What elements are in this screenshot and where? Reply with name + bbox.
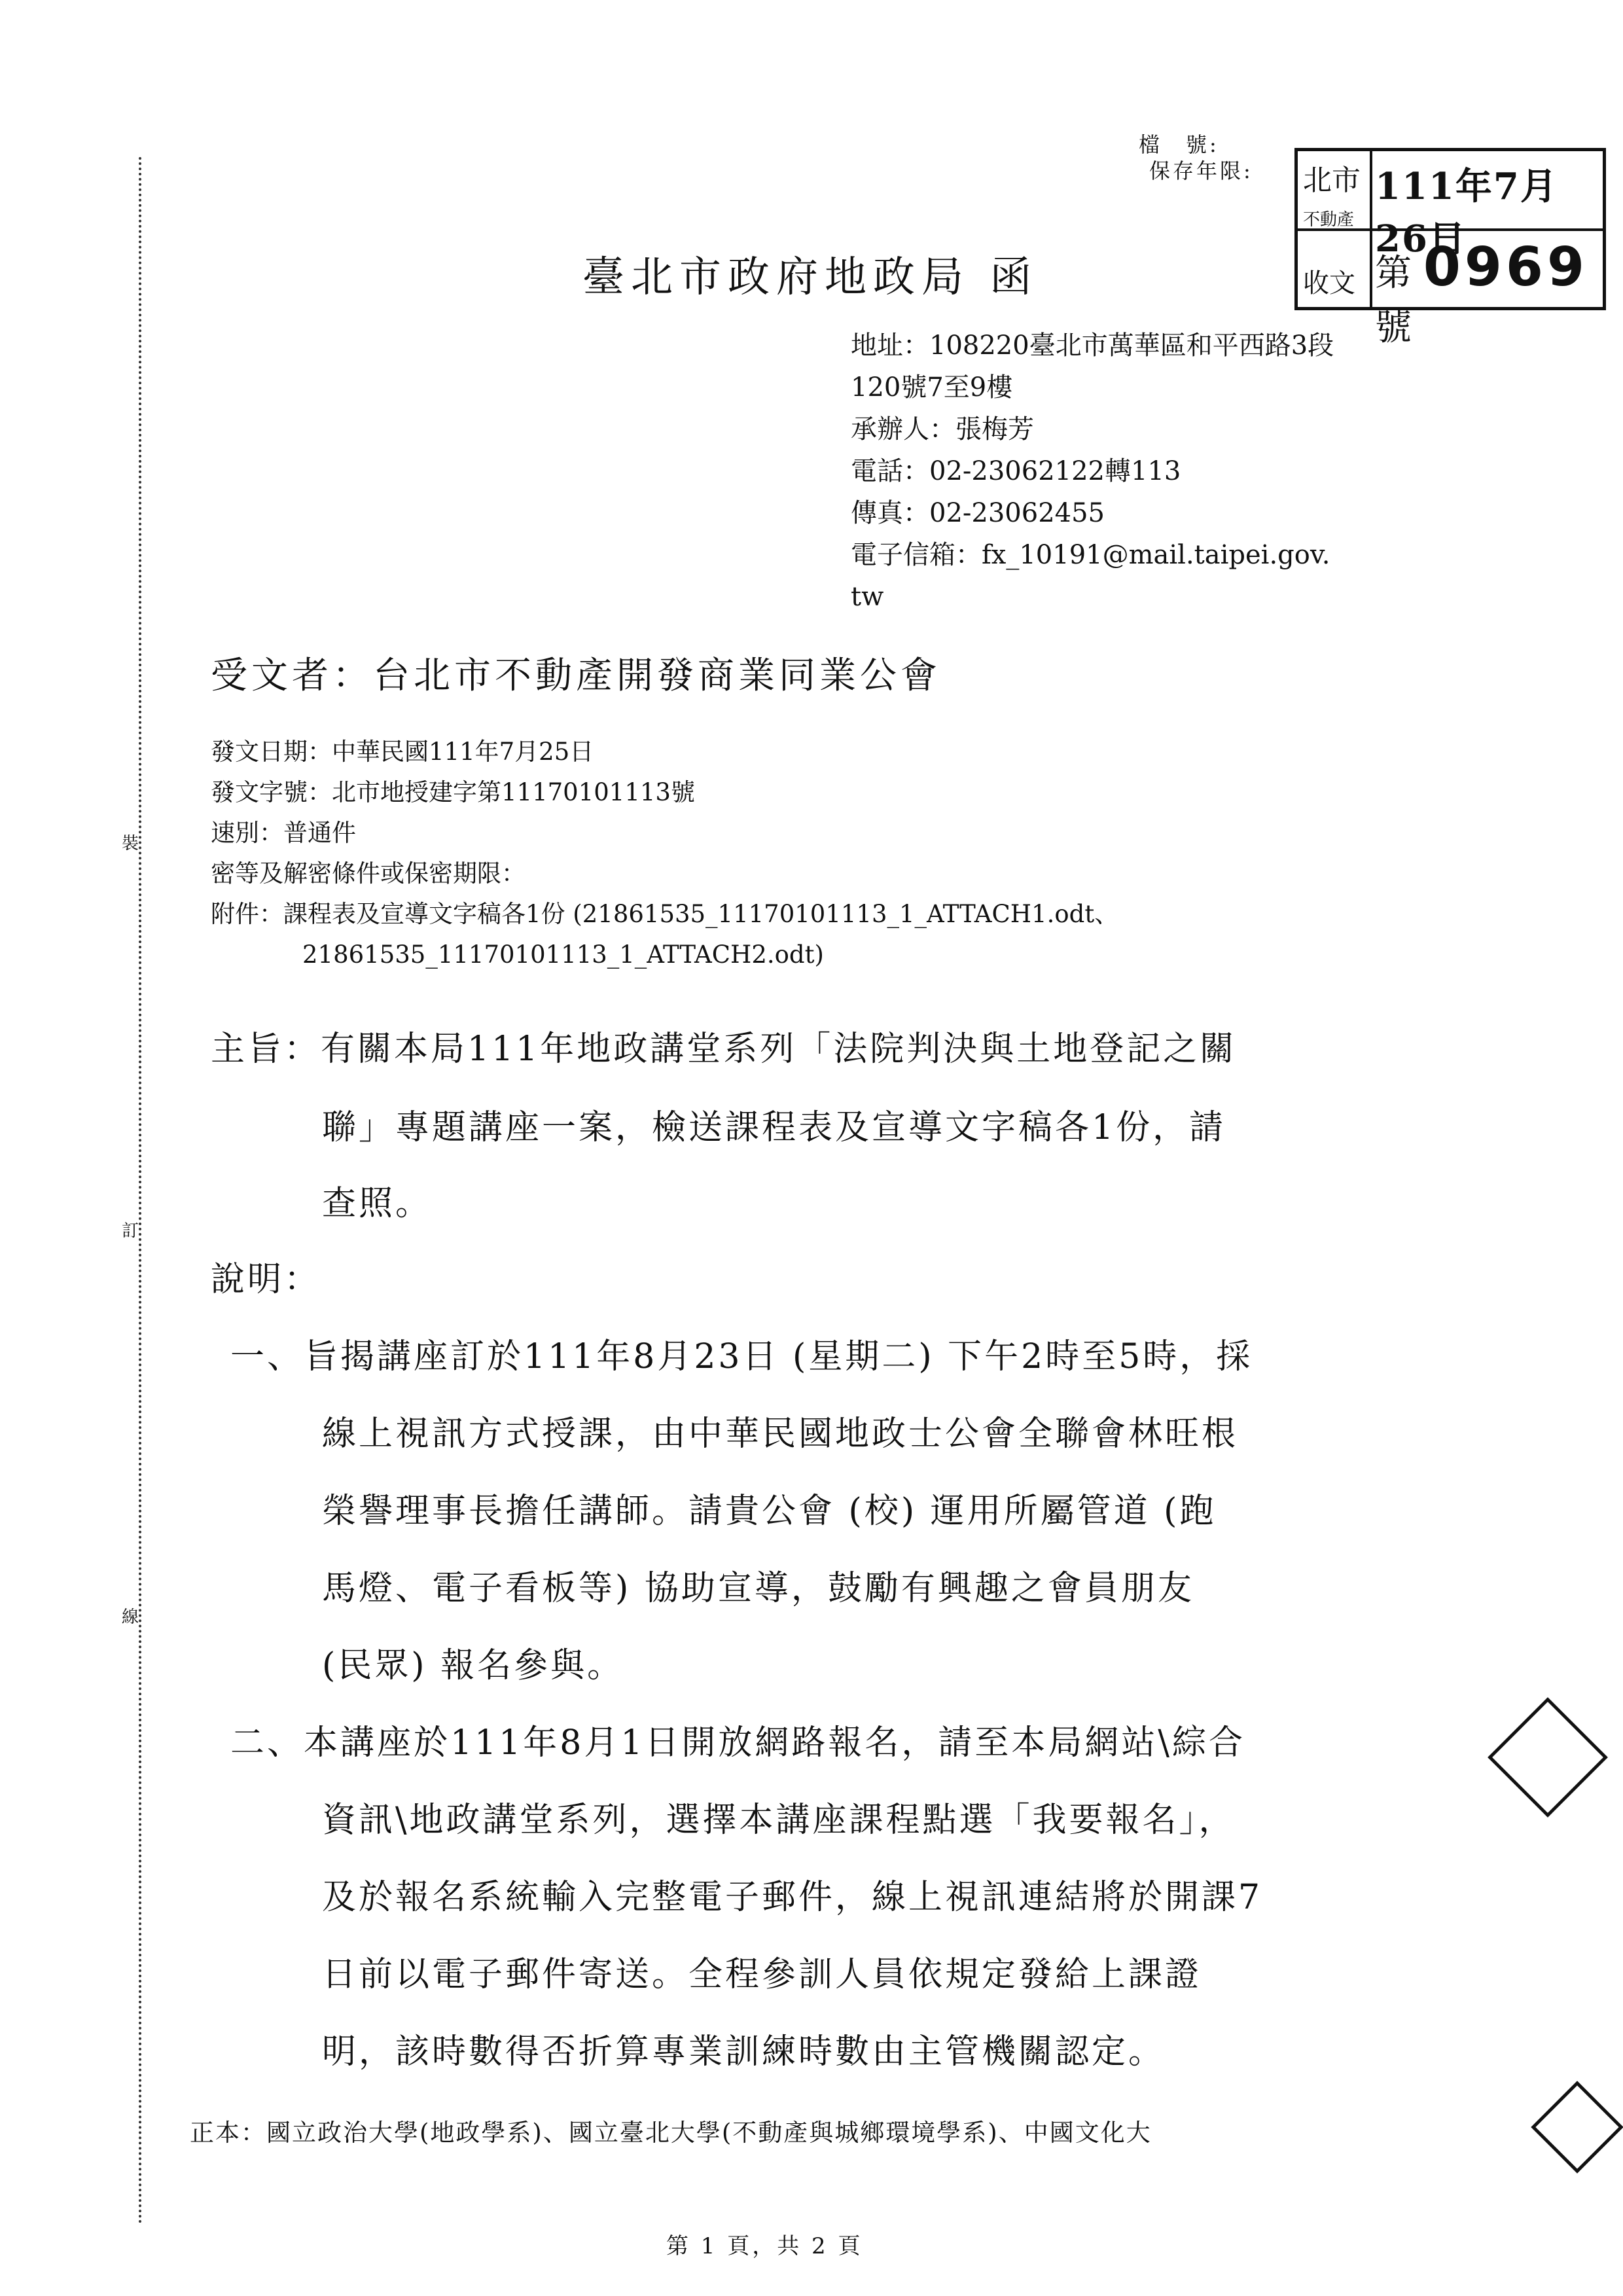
meta-block	[211, 732, 1118, 975]
explanation-item1-line5: (民眾) 報名參與。	[322, 1646, 624, 1685]
stamp-org-line2: 不動產	[1303, 210, 1355, 230]
stamp-org-line3: 收文	[1303, 268, 1355, 298]
binding-mark-line: 線	[122, 1607, 139, 1627]
address-line2: 120號7至9樓	[851, 372, 1013, 403]
fax: 傳真：02-23062455	[851, 498, 1105, 528]
retention-label: 保存年限:	[1149, 158, 1253, 183]
secrecy: 密等及解密條件或保密期限：	[211, 859, 526, 888]
binding-dotted-line	[139, 157, 141, 2225]
stamp-number: 0969	[1423, 236, 1589, 298]
page-number: 第 1 頁，共 2 頁	[666, 2233, 863, 2259]
stamp-number-suffix: 號	[1375, 306, 1412, 349]
binding-mark-staple: 訂	[122, 1221, 139, 1241]
explanation-item2-line5: 明，該時數得否折算專業訓練時數由主管機關認定。	[322, 2032, 1166, 2072]
binding-mark-bind: 裝	[122, 834, 139, 853]
cc-recipients: 正本：國立政治大學(地政學系)、國立臺北大學(不動產與城鄉環境學系)、中國文化大	[190, 2119, 1152, 2147]
explanation-item1-line2: 線上視訊方式授課，由中華民國地政士公會全聯會林旺根	[322, 1414, 1239, 1454]
email-line1: 電子信箱：fx_10191@mail.taipei.gov.	[851, 540, 1330, 570]
doc-number: 發文字號：北市地授建字第11170101113號	[211, 778, 695, 806]
receipt-stamp	[1294, 148, 1606, 349]
document-title: 臺北市政府地政局 函	[582, 253, 1039, 302]
explanation-item1-line4: 馬燈、電子看板等) 協助宣導，鼓勵有興趣之會員朋友	[322, 1569, 1194, 1608]
explanation-item1-line3: 榮譽理事長擔任講師。請貴公會 (校) 運用所屬管道 (跑	[322, 1492, 1217, 1531]
explanation-item2-line2: 資訊\地政講堂系列，選擇本講座課程點選「我要報名」，	[322, 1801, 1236, 1840]
stamp-number-row	[1375, 236, 1603, 351]
stamp-org-line1: 北市	[1303, 164, 1361, 197]
stamp-number-prefix: 第	[1375, 252, 1412, 295]
file-number-label: 檔 號:	[1139, 132, 1219, 157]
contact-block	[851, 325, 1334, 618]
phone: 電話：02-23062122轉113	[851, 456, 1181, 486]
attachment-line2: 21861535_11170101113_1_ATTACH2.odt)	[302, 941, 824, 969]
subject-line3: 查照。	[322, 1184, 433, 1223]
subject-line2: 聯」專題講座一案，檢送課程表及宣導文字稿各1份，請	[322, 1108, 1226, 1147]
subject-line1: 主旨：有關本局111年地政講堂系列「法院判決與土地登記之關	[211, 1030, 1237, 1069]
official-seal-mark	[1488, 1697, 1608, 1818]
stamp-date: 111年7月26日	[1375, 165, 1558, 260]
explanation-item2-line4: 日前以電子郵件寄送。全程參訓人員依規定發給上課證	[322, 1955, 1202, 1994]
speed: 速別：普通件	[211, 819, 356, 847]
address-line1: 地址：108220臺北市萬華區和平西路3段	[851, 331, 1334, 361]
official-seal-mark-lower	[1531, 2081, 1623, 2173]
email-line2: tw	[851, 582, 884, 612]
explanation-heading: 說明：	[211, 1260, 321, 1299]
explanation-item2-line3: 及於報名系統輸入完整電子郵件，線上視訊連結將於開課7	[322, 1878, 1263, 1917]
explanation-item2-line1: 二、本講座於111年8月1日開放網路報名，請至本局網站\綜合	[230, 1723, 1245, 1763]
attachment-line1: 附件：課程表及宣導文字稿各1份 (21861535_11170101113_1_ATTACH1.odt、	[211, 900, 1119, 928]
explanation-item1-line1: 一、旨揭講座訂於111年8月23日 (星期二) 下午2時至5時，採	[230, 1337, 1253, 1376]
handler: 承辦人：張梅芳	[851, 414, 1034, 444]
issue-date: 發文日期：中華民國111年7月25日	[211, 738, 594, 766]
recipient: 受文者：台北市不動產開發商業同業公會	[211, 655, 941, 697]
